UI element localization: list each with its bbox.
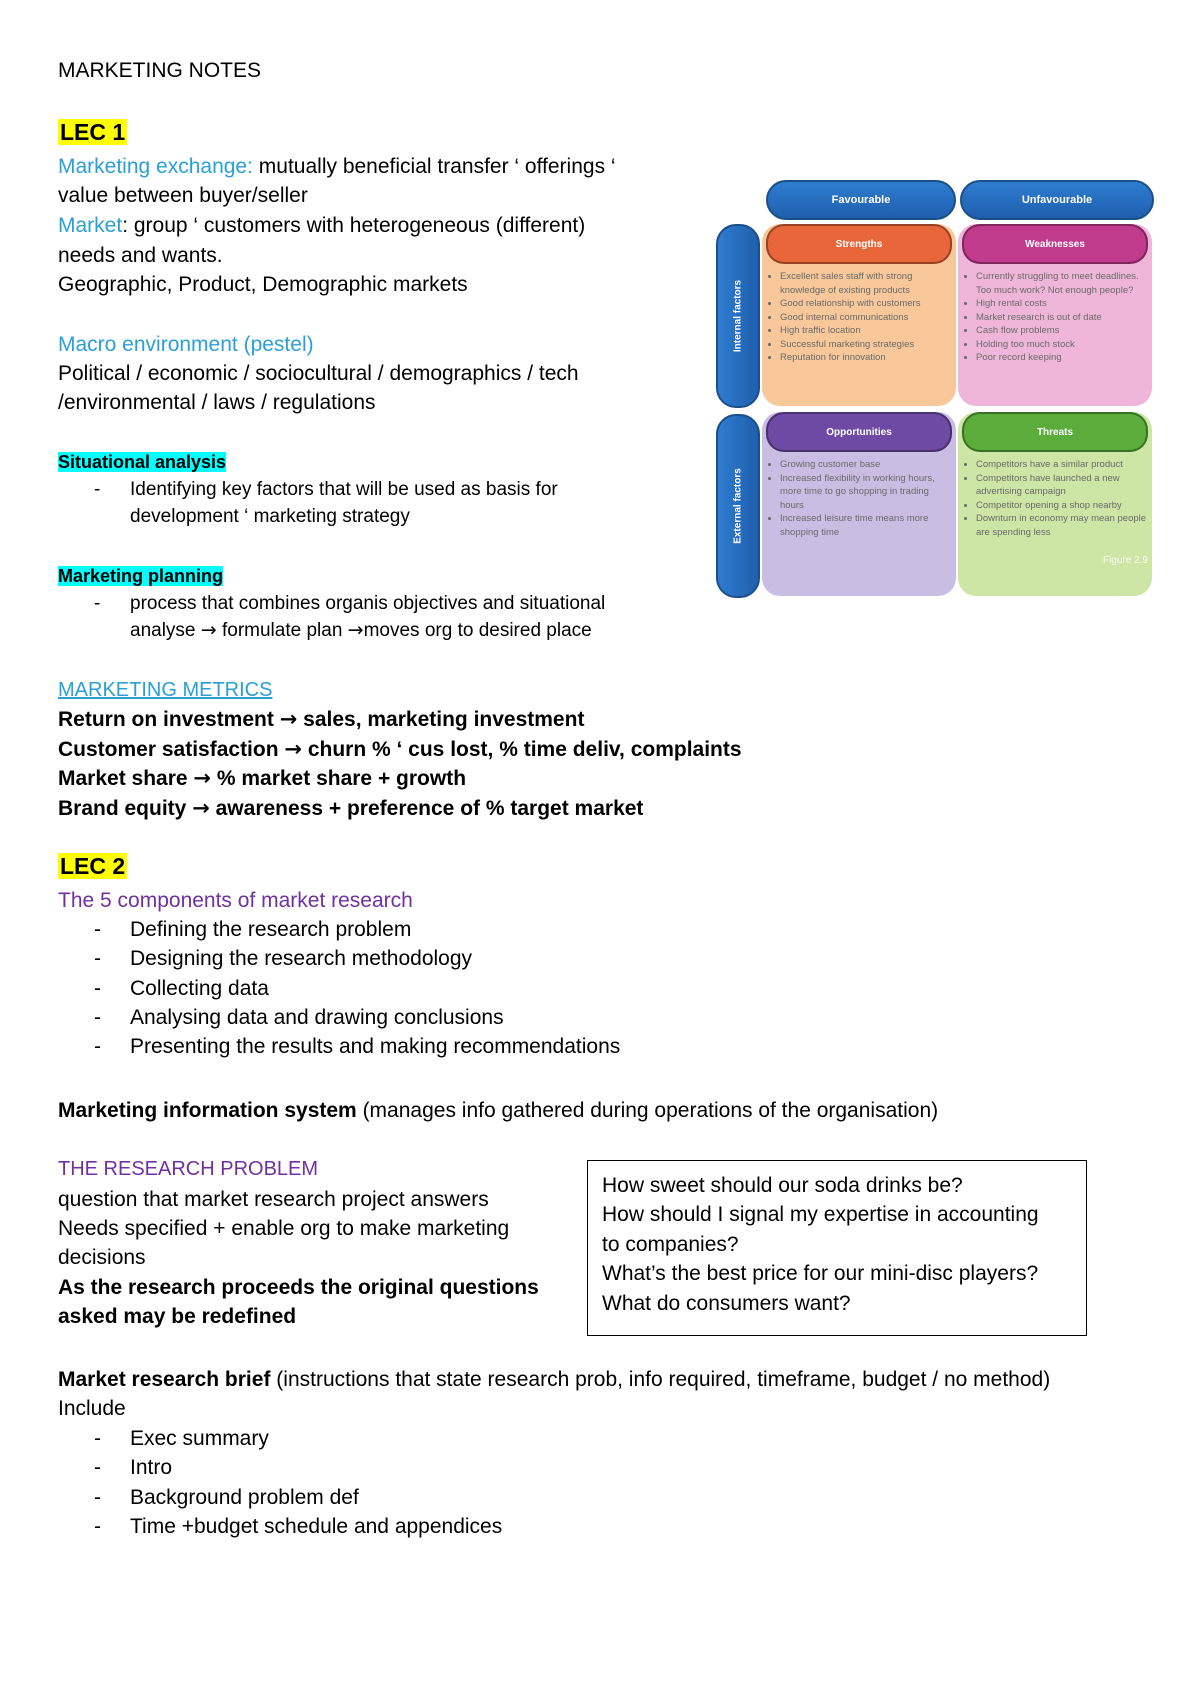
opportunities-list: • Growing customer base • Increased flexibility in working hours, more time to go shopping in trading hours • Increased leisure time means more shopping time xyxy=(770,458,952,539)
figure-label: Figure 2.9 xyxy=(1102,555,1148,566)
strengths-list: • Excellent sales staff with strong knowledge of existing products • Good relationship with customers • Good internal communications • High traffic location • Successful marketing strategies • Reputation for innovation xyxy=(770,270,952,365)
question-item: What’s the best price for our mini-disc players? xyxy=(602,1262,1039,1285)
metrics-heading: MARKETING METRICS xyxy=(58,679,273,701)
strengths-cell xyxy=(762,224,956,406)
mis-def: (manages info gathered during operations of the organisation) xyxy=(356,1099,939,1122)
macro-line-1: Political / economic / sociocultural / demographics / tech xyxy=(58,362,579,385)
brief-def: (instructions that state research prob, info required, timeframe, budget / no method) xyxy=(270,1368,1051,1391)
weaknesses-title: Weaknesses xyxy=(962,224,1148,264)
brief-line xyxy=(58,1365,1050,1394)
page-title: MARKETING NOTES xyxy=(58,59,262,82)
planning-bullet-cont: analyse → formulate plan →moves org to desired place xyxy=(130,619,592,641)
rp-bold-1: As the research proceeds the original questions xyxy=(58,1276,539,1299)
mis-term: Marketing information system xyxy=(58,1099,357,1122)
market-types: Geographic, Product, Demographic markets xyxy=(58,273,468,296)
question-item: How sweet should our soda drinks be? xyxy=(602,1174,963,1197)
document-page: MARKETING NOTES LEC 1 Marketing exchange: mutually beneficial transfer ‘ offerings ‘ value between buyer/seller Market: group ‘ customers with heterogeneous (different) needs and wants. Geographic, Product, Demographic markets Macro environment (pestel) Political / economic / sociocultural / demographics / tech /environmental / laws / regulations Situational analysis - Identifying key factors that will be used as basis for development ‘ marketing strategy Marketing planning - process that combines organis objectives and situational analyse → formulate plan →moves org to desired place MARKETING METRICS Return on investment → sales, marketing investment Customer satisfaction → churn % ‘ cus lost, % time deliv, complaints Market share → % market share + growth Brand equity → awareness + preference of % target market Favourable Unfavourable Internal factors External factors Strengths • Excellent sales staff with strong knowledge of existing products • Good relationship with customers • Good internal communications • High traffic location • Successful marketing strategies • Reputation for innovation Weaknesses • Currently struggling to meet deadlines. Too much work? Not enough people? • High rental costs • Market research is out of date • Cash flow problems • Holding too much stock • Poor record keeping Opportunities • Growing customer base • Increased flexibility in working hours, more time to go shopping in trading hours • Increased leisure time means more shopping time Threats • Competitors have a similar product • Competitors have launched a new advertising campaign • Competitor opening a shop nearby • Downturn in economy may mean people are spending less Figure 2.9 LEC 2 The 5 components of market research - Defining the research problem - Designing the research methodology - Collecting data - Analysing data and drawing conclusions - Presenting the results and making recommendations Marketing information system (manages info gathered during operations of the organisation) THE RESEARCH PROBLEM question that market research project answers Needs specified + enable org to make marketing decisions As the research proceeds the original questions asked may be redefined How sweet should our soda drinks be? How should I signal my expertise in accounting to companies? What’s the best price for our mini-disc players? What do consumers want? Market research brief (instructions that state research prob, info required, timeframe, budget / no method) Include - Exec summary - Intro - Background problem def - Time +budget schedule and appendices xyxy=(0,0,1200,1698)
metric-market-share: Market share → % market share + growth xyxy=(58,766,467,790)
market-term: Market xyxy=(58,214,123,237)
market-line-1 xyxy=(58,211,585,240)
brief-term: Market research brief xyxy=(58,1368,271,1391)
lec1-heading: LEC 1 xyxy=(60,119,126,145)
threats-title: Threats xyxy=(962,412,1148,452)
macro-line-2: /environmental / laws / regulations xyxy=(58,391,376,414)
include-label: Include xyxy=(58,1397,126,1420)
metric-roi: Return on investment → sales, marketing investment xyxy=(58,707,585,731)
question-item: to companies? xyxy=(602,1233,739,1256)
exchange-def-2: value between buyer/seller xyxy=(58,184,308,207)
rp-line-1: question that market research project answers xyxy=(58,1188,489,1211)
exchange-def-1: mutually beneficial transfer ‘ offerings ‘ xyxy=(252,155,616,178)
swot-diagram xyxy=(716,178,1156,598)
internal-factors-label: Internal factors xyxy=(716,224,760,408)
weaknesses-cell xyxy=(958,224,1152,406)
planning-heading: Marketing planning xyxy=(58,566,224,586)
question-item: What do consumers want? xyxy=(602,1292,851,1315)
macro-heading: Macro environment (pestel) xyxy=(58,333,314,356)
components-heading: The 5 components of market research xyxy=(58,889,413,912)
market-def-1: : group ‘ customers with heterogeneous (different) xyxy=(122,214,586,237)
metric-customer-satisfaction: Customer satisfaction → churn % ‘ cus lost, % time deliv, complaints xyxy=(58,737,742,761)
situational-heading: Situational analysis xyxy=(58,452,227,472)
rp-line-3: decisions xyxy=(58,1246,146,1269)
unfavourable-label: Unfavourable xyxy=(960,180,1154,220)
exchange-line-1 xyxy=(58,152,616,181)
market-def-2: needs and wants. xyxy=(58,244,223,267)
threats-list: • Competitors have a similar product • Competitors have launched a new advertising campaign • Competitor opening a shop nearby • Downturn in economy may mean people are spending less xyxy=(966,458,1148,539)
lec2-heading: LEC 2 xyxy=(60,853,126,879)
rp-line-2: Needs specified + enable org to make marketing xyxy=(58,1217,510,1240)
question-item: How should I signal my expertise in accounting xyxy=(602,1203,1039,1226)
metric-brand-equity: Brand equity → awareness + preference of % target market xyxy=(58,796,644,820)
external-factors-label: External factors xyxy=(716,414,760,598)
mis-line xyxy=(58,1096,938,1125)
opportunities-title: Opportunities xyxy=(766,412,952,452)
research-problem-heading: THE RESEARCH PROBLEM xyxy=(58,1158,319,1180)
favourable-label: Favourable xyxy=(766,180,956,220)
weaknesses-list: • Currently struggling to meet deadlines. Too much work? Not enough people? • High rental costs • Market research is out of date • Cash flow problems • Holding too much stock • Poor record keeping xyxy=(966,270,1148,365)
opportunities-cell xyxy=(762,412,956,596)
example-questions-box xyxy=(587,1160,1087,1336)
exchange-term: Marketing exchange: xyxy=(58,155,253,178)
situational-bullet-cont: development ‘ marketing strategy xyxy=(130,506,410,527)
threats-cell xyxy=(958,412,1152,596)
rp-bold-2: asked may be redefined xyxy=(58,1305,297,1328)
strengths-title: Strengths xyxy=(766,224,952,264)
